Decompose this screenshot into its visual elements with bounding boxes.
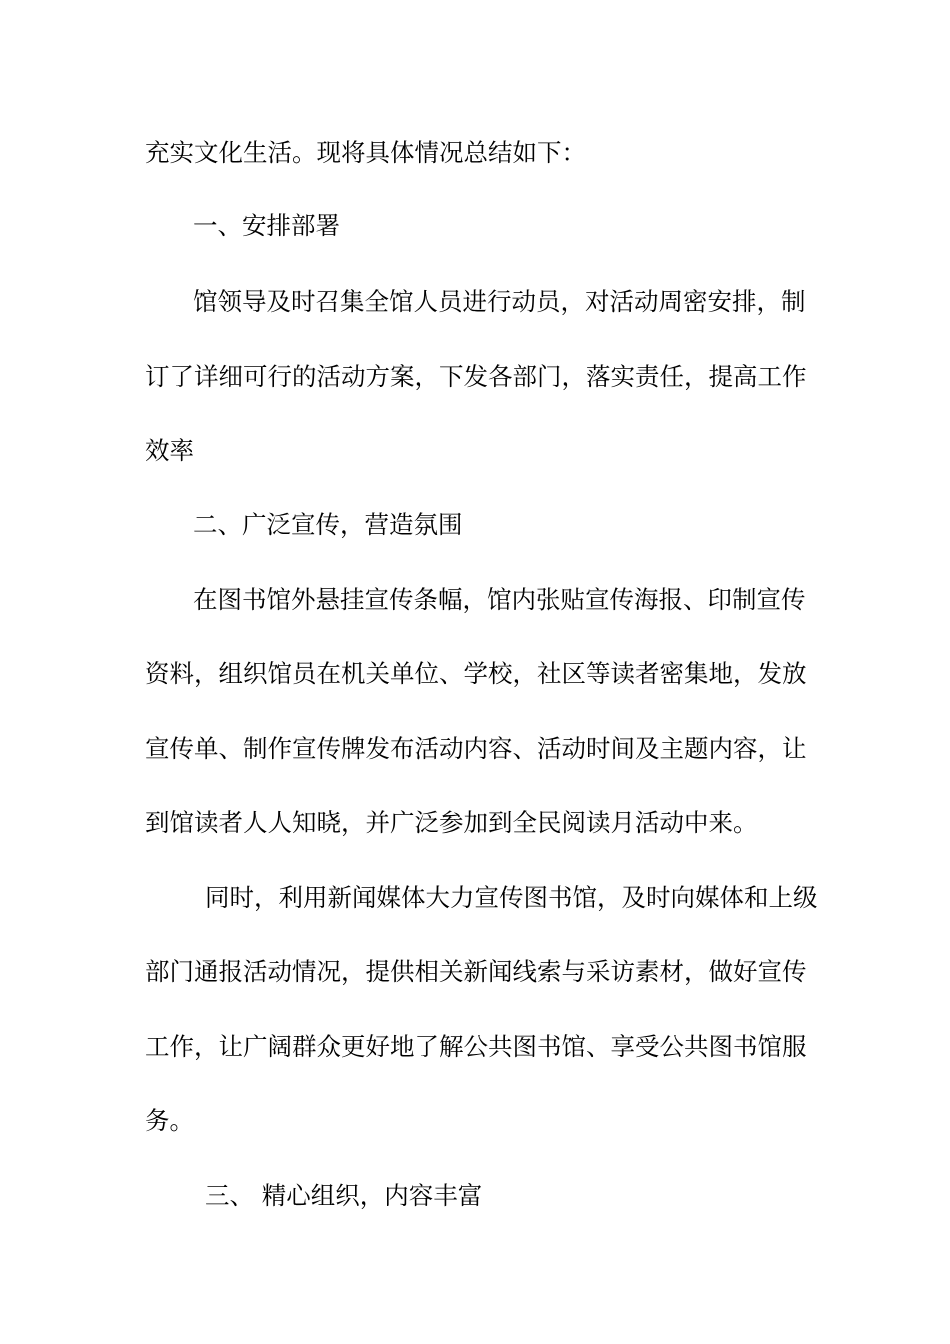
paragraph-line: 在图书馆外悬挂宣传条幅，馆内张贴宣传海报、印制宣传 — [193, 585, 806, 614]
section-heading: 二、广泛宣传，营造氛围 — [193, 510, 463, 539]
paragraph-line: 订了详细可行的活动方案，下发各部门，落实责任，提高工作 — [145, 362, 807, 391]
paragraph-line: 工作，让广阔群众更好地了解公共图书馆、享受公共图书馆服 — [145, 1032, 807, 1061]
section-heading: 一、安排部署 — [193, 211, 340, 240]
paragraph-line: 同时，利用新闻媒体大力宣传图书馆，及时向媒体和上级 — [205, 883, 818, 912]
paragraph-line: 效率 — [145, 436, 194, 465]
paragraph-line: 馆领导及时召集全馆人员进行动员，对活动周密安排，制 — [193, 287, 806, 316]
paragraph-line: 到馆读者人人知晓，并广泛参加到全民阅读月活动中来。 — [145, 808, 758, 837]
section-heading: 三、 精心组织，内容丰富 — [205, 1181, 483, 1210]
paragraph-line: 充实文化生活。现将具体情况总结如下： — [145, 138, 586, 167]
paragraph-line: 部门通报活动情况，提供相关新闻线索与采访素材，做好宣传 — [145, 957, 807, 986]
paragraph-line: 资料，组织馆员在机关单位、学校，社区等读者密集地，发放 — [145, 659, 807, 688]
paragraph-line: 务。 — [145, 1106, 194, 1135]
paragraph-line: 宣传单、制作宣传牌发布活动内容、活动时间及主题内容，让 — [145, 734, 807, 763]
